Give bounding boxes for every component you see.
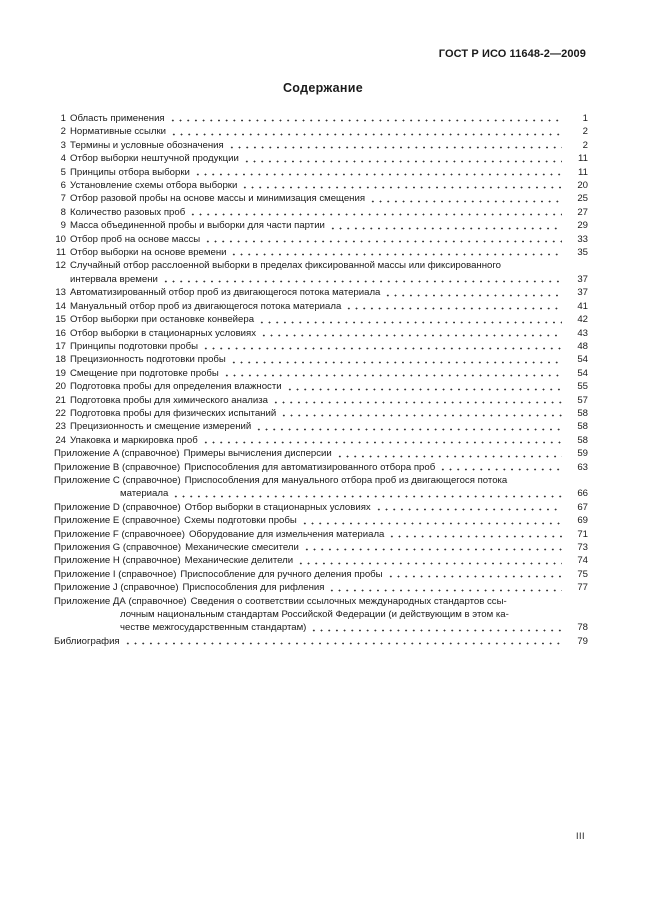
toc-page-number: 74 [577, 555, 588, 567]
toc-page-number: 66 [577, 488, 588, 500]
toc-page-number: 43 [577, 327, 588, 339]
toc-section-number: 16 [55, 327, 66, 339]
appendix-label: Приложение I (справочное) [54, 568, 177, 580]
toc-entry[interactable] [54, 300, 588, 313]
toc-appendix-entry[interactable] [54, 581, 588, 594]
dot-leader [243, 160, 562, 163]
toc-entry[interactable] [54, 353, 588, 366]
dot-leader [328, 589, 562, 592]
toc-section-title: Автоматизированный отбор проб из двигающегося потока материала [70, 287, 381, 299]
toc-page-number: 48 [577, 340, 588, 352]
toc-page-number: 1 [582, 113, 588, 124]
toc-section-title: Подготовка пробы для химического анализа [70, 394, 268, 406]
toc-section-number: 22 [55, 407, 66, 419]
toc-entry[interactable] [54, 246, 588, 259]
toc-section-title: интервала времени [70, 273, 158, 285]
appendix-title: Примеры вычисления дисперсии [183, 448, 332, 460]
toc-entry[interactable] [54, 407, 588, 420]
toc-page-number: 54 [577, 367, 588, 379]
dot-leader [297, 562, 562, 565]
toc-entry[interactable] [54, 313, 588, 326]
toc-entry[interactable] [54, 259, 588, 286]
toc-appendix-entry[interactable] [54, 461, 588, 474]
toc-section-title: Отбор выборки в стационарных условиях [70, 327, 257, 339]
toc-section-title: Отбор проб на основе массы [70, 233, 201, 245]
toc-appendix-entry[interactable] [54, 528, 588, 541]
dot-leader [301, 522, 562, 525]
toc-section-number: 7 [60, 193, 66, 205]
toc-entry[interactable] [54, 380, 588, 393]
toc-section-title: Область применения [70, 113, 165, 124]
toc-bibliography-entry[interactable] [54, 635, 588, 648]
toc-appendix-entry[interactable] [54, 474, 588, 501]
toc-section-number: 2 [60, 126, 66, 138]
toc-entry[interactable] [54, 139, 588, 152]
toc-page-number: 67 [577, 501, 588, 513]
toc-entry[interactable] [54, 286, 588, 299]
toc-page-number: 71 [577, 528, 588, 540]
toc-section-title: Принципы подготовки пробы [70, 340, 199, 352]
toc-entry[interactable] [54, 219, 588, 232]
dot-leader [202, 441, 562, 444]
toc-appendix-entry[interactable] [54, 514, 588, 527]
toc-page-number: 58 [577, 421, 588, 433]
toc-section-title: Смещение при подготовке пробы [70, 367, 219, 379]
dot-leader [388, 535, 562, 538]
dot-leader [230, 361, 562, 364]
toc-entry[interactable] [54, 233, 588, 246]
toc-section-number: 9 [60, 220, 66, 232]
toc-section-number: 10 [55, 233, 66, 245]
dot-leader [194, 173, 562, 176]
toc-section-number: 19 [55, 367, 66, 379]
appendix-label: Приложение F (справочноее) [54, 528, 185, 540]
dot-leader [255, 428, 562, 431]
toc-entry[interactable] [54, 340, 588, 353]
toc-page-number: 41 [577, 300, 588, 312]
toc-section-title: Принципы отбора выборки [70, 166, 190, 178]
toc-section-number: 8 [60, 206, 66, 218]
dot-leader [124, 642, 562, 645]
toc-entry[interactable] [54, 152, 588, 165]
toc-section-title: Количество разовых проб [70, 206, 186, 218]
dot-leader [272, 401, 562, 404]
toc-section-title: Случайный отбор расслоенной выборки в пределах фиксированной массы или фиксированного [70, 260, 501, 272]
toc-page-number: 59 [577, 448, 588, 460]
dot-leader [345, 307, 562, 310]
toc-page-number: 75 [577, 568, 588, 580]
toc-page-number: 57 [577, 394, 588, 406]
appendix-label: Приложение H (справочное) [54, 555, 181, 567]
dot-leader [172, 495, 562, 498]
toc-entry[interactable] [54, 420, 588, 433]
toc-entry[interactable] [54, 112, 588, 125]
appendix-title: Схемы подготовки пробы [184, 515, 297, 527]
toc-section-title: Отбор разовой пробы на основе массы и минимизация смещения [70, 193, 366, 205]
toc-section-number: 1 [60, 113, 66, 124]
toc-section-title: Прецизионность и смещение измерений [70, 421, 252, 433]
toc-section-title: Термины и условные обозначения [70, 139, 224, 151]
appendix-title: Приспособления для автоматизированного отбора проб [184, 461, 436, 473]
appendix-title: Приспособления для мануального отбора проб из двигающегося потока [184, 474, 508, 486]
toc-page-number: 37 [577, 287, 588, 299]
dot-leader [310, 629, 562, 632]
toc-page-number: 29 [577, 220, 588, 232]
toc-page-number: 58 [577, 407, 588, 419]
toc-section-title: Упаковка и маркировка проб [70, 434, 198, 446]
toc-page-number: 25 [577, 193, 588, 205]
appendix-title: Приспособление для ручного деления пробы [180, 568, 383, 580]
toc-section-number: 3 [60, 139, 66, 151]
appendix-label: Приложение J (справочное) [54, 582, 179, 594]
toc-section-number: 15 [55, 314, 66, 326]
toc-section-title: Установление схемы отбора выборки [70, 180, 238, 192]
appendix-title: Приспособления для рифления [182, 582, 325, 594]
toc-appendix-entry[interactable] [54, 447, 588, 460]
dot-leader [169, 119, 562, 122]
toc-appendix-entry[interactable] [54, 541, 588, 554]
toc-appendix-entry[interactable] [54, 554, 588, 567]
toc-section-number: 17 [55, 340, 66, 352]
toc-section-title: Прецизионность подготовки пробы [70, 354, 226, 366]
toc-section-number: 6 [60, 180, 66, 192]
dot-leader [286, 388, 562, 391]
toc-section-number: 21 [55, 394, 66, 406]
appendix-label: Приложение B (справочное) [54, 461, 181, 473]
toc-section-number: 4 [60, 153, 66, 165]
toc-entry[interactable] [54, 206, 588, 219]
appendix-label: Приложение D (справочное) [54, 501, 181, 513]
appendix-title: лочным национальным стандартам Российской Федерации (и действующим в этом ка- [120, 609, 509, 621]
appendix-title: Сведения о соответствии ссылочных международных стандартов ссы- [190, 595, 507, 607]
toc-entry[interactable] [54, 367, 588, 380]
toc-section-title: Отбор выборки нештучной продукции [70, 153, 239, 165]
toc-section-title: Подготовка пробы для определения влажности [70, 381, 282, 393]
appendix-title: честве межгосударственным стандартам) [120, 622, 307, 634]
dot-leader [260, 334, 562, 337]
toc-appendix-entry[interactable] [54, 568, 588, 581]
toc-page-number: 77 [577, 582, 588, 594]
toc-page-number: 73 [577, 542, 588, 553]
toc-page-number: 20 [577, 180, 588, 192]
toc-section-title: Подготовка пробы для физических испытаний [70, 407, 277, 419]
toc-section-number: 20 [55, 381, 66, 393]
toc-entry[interactable] [54, 327, 588, 340]
dot-leader [189, 213, 562, 216]
toc-section-number: 24 [55, 434, 66, 446]
toc-entry[interactable] [54, 179, 588, 192]
appendix-title: Отбор выборки в стационарных условиях [184, 501, 371, 513]
toc-page-number: 79 [577, 635, 588, 647]
toc-page-number: 37 [577, 273, 588, 285]
dot-leader [384, 294, 562, 297]
toc-section-number: 23 [55, 421, 66, 433]
dot-leader [230, 253, 562, 256]
standard-designation: ГОСТ Р ИСО 11648-2—2009 [438, 48, 586, 60]
toc-entry[interactable] [54, 125, 588, 138]
toc-section-title: Масса объединенной пробы и выборки для части партии [70, 220, 325, 232]
appendix-title: Оборудование для измельчения материала [188, 528, 385, 540]
toc-section-number: 18 [55, 354, 66, 366]
appendix-label: Приложения G (справочное) [54, 542, 182, 553]
toc-entry[interactable] [54, 166, 588, 179]
dot-leader [280, 414, 562, 417]
toc-page-number: 33 [577, 233, 588, 245]
toc-page-number: 11 [578, 166, 588, 178]
toc-entry[interactable] [54, 192, 588, 205]
toc-page-number: 58 [577, 434, 588, 446]
toc-section-title: Нормативные ссылки [70, 126, 167, 138]
toc-section-title: Отбор выборки на основе времени [70, 247, 227, 259]
page-number-footer: III [575, 831, 585, 841]
toc-section-number: 14 [55, 300, 66, 312]
toc-appendix-entry[interactable] [54, 595, 588, 635]
toc-page-number: 42 [577, 314, 588, 326]
toc-entry[interactable] [54, 434, 588, 447]
dot-leader [258, 321, 562, 324]
appendix-title: Механические смесители [185, 542, 299, 553]
dot-leader [375, 508, 562, 511]
appendix-title: Механические делители [184, 555, 294, 567]
appendix-label: Приложение A (справочное) [54, 448, 180, 460]
appendix-label: Приложение E (справочное) [54, 515, 181, 527]
toc-page-number: 27 [577, 206, 588, 218]
toc-section-number: 13 [55, 287, 66, 299]
toc-appendix-entry[interactable] [54, 501, 588, 514]
toc-entry[interactable] [54, 394, 588, 407]
dot-leader [241, 186, 562, 189]
toc-page-number: 11 [578, 153, 588, 165]
table-of-contents [54, 112, 588, 648]
toc-section-number: 12 [55, 260, 66, 272]
toc-page-number: 54 [577, 354, 588, 366]
dot-leader [162, 280, 562, 283]
dot-leader [228, 146, 562, 149]
dot-leader [387, 575, 562, 578]
toc-page-number: 2 [582, 126, 588, 138]
toc-section-number: 5 [60, 166, 66, 178]
appendix-label: Приложение C (справочное) [54, 474, 181, 486]
toc-page-number: 2 [582, 139, 588, 151]
dot-leader [202, 347, 562, 350]
toc-page-number: 63 [577, 461, 588, 473]
dot-leader [336, 455, 562, 458]
dot-leader [223, 374, 562, 377]
appendix-label: Приложение ДА (справочное) [54, 595, 187, 607]
bibliography-label: Библиография [54, 635, 120, 647]
page-title: Содержание [282, 81, 363, 95]
toc-page-number: 35 [577, 247, 588, 259]
dot-leader [303, 548, 562, 551]
toc-section-title: Мануальный отбор проб из двигающегося потока материала [70, 300, 342, 312]
dot-leader [369, 200, 562, 203]
toc-section-number: 11 [56, 247, 66, 259]
toc-page-number: 69 [577, 515, 588, 527]
dot-leader [204, 240, 562, 243]
dot-leader [170, 133, 562, 136]
dot-leader [329, 227, 562, 230]
dot-leader [439, 468, 562, 471]
appendix-title: материала [120, 488, 169, 500]
toc-page-number: 55 [577, 381, 588, 393]
toc-page-number: 78 [577, 622, 588, 634]
toc-section-title: Отбор выборки при остановке конвейера [70, 314, 255, 326]
